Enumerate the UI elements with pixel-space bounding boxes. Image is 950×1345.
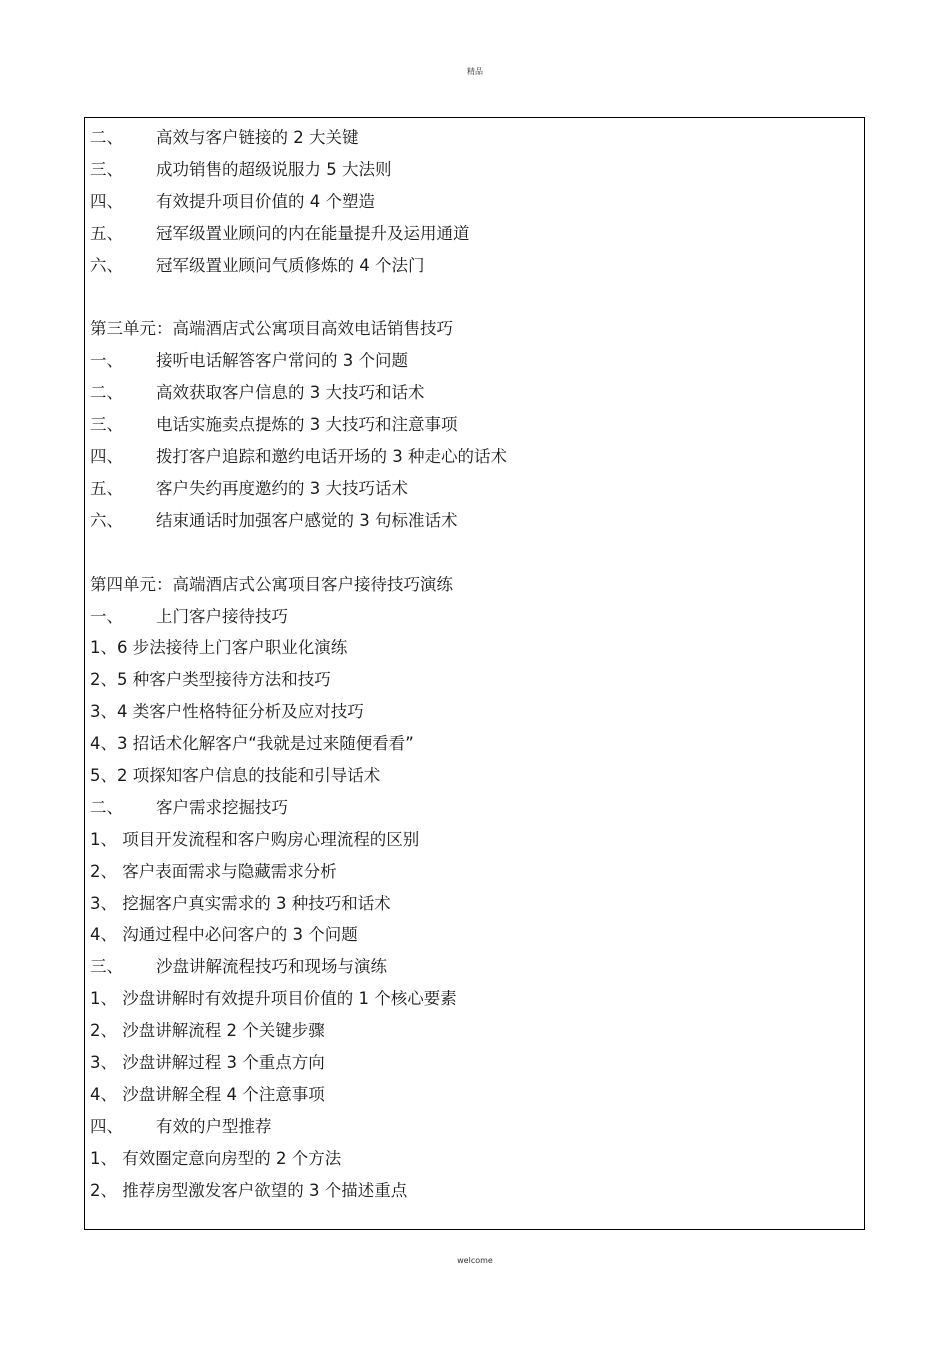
section-heading: 四、 有效的户型推荐 — [90, 1116, 272, 1136]
list-item: 五、 冠军级置业顾问的内在能量提升及运用通道 — [90, 223, 470, 243]
list-item: 四、 拨打客户追踪和邀约电话开场的 3 种走心的话术 — [90, 447, 507, 467]
list-item: 5、2 项探知客户信息的技能和引导话术 — [90, 766, 381, 786]
list-item: 4、3 招话术化解客户“我就是过来随便看看” — [90, 734, 414, 754]
list-item: 六、 结束通话时加强客户感觉的 3 句标准话术 — [90, 510, 458, 530]
list-item: 2、 推荐房型激发客户欲望的 3 个描述重点 — [90, 1180, 408, 1200]
spacer — [90, 537, 860, 569]
list-item: 2、 客户表面需求与隐藏需求分析 — [90, 861, 337, 881]
list-item: 3、 挖掘客户真实需求的 3 种技巧和话术 — [90, 893, 391, 913]
list-item: 一、 接听电话解答客户常问的 3 个问题 — [90, 351, 408, 371]
list-item: 1、6 步法接待上门客户职业化演练 — [90, 638, 348, 658]
list-item: 2、 沙盘讲解流程 2 个关键步骤 — [90, 1021, 325, 1041]
section-heading: 三、 沙盘讲解流程技巧和现场与演练 — [90, 957, 387, 977]
unit3-title: 第三单元：高端酒店式公寓项目高效电话销售技巧 — [90, 319, 453, 339]
list-item: 四、 有效提升项目价值的 4 个塑造 — [90, 191, 375, 211]
list-item: 六、 冠军级置业顾问气质修炼的 4 个法门 — [90, 255, 425, 275]
list-item: 4、 沙盘讲解全程 4 个注意事项 — [90, 1084, 325, 1104]
header-watermark: 精品 — [467, 67, 483, 76]
list-item: 二、 高效与客户链接的 2 大关键 — [90, 128, 359, 147]
footer-watermark: welcome — [457, 1256, 493, 1265]
section-heading: 二、 客户需求挖掘技巧 — [90, 797, 288, 817]
list-item: 4、 沟通过程中必问客户的 3 个问题 — [90, 925, 358, 945]
list-item: 二、 高效获取客户信息的 3 大技巧和话术 — [90, 383, 425, 403]
list-item: 2、5 种客户类型接待方法和技巧 — [90, 670, 331, 690]
list-item: 三、 电话实施卖点提炼的 3 大技巧和注意事项 — [90, 415, 458, 435]
list-item: 3、4 类客户性格特征分析及应对技巧 — [90, 702, 364, 722]
document-body — [90, 122, 860, 1207]
list-item: 3、 沙盘讲解过程 3 个重点方向 — [90, 1053, 325, 1073]
list-item: 1、 沙盘讲解时有效提升项目价值的 1 个核心要素 — [90, 989, 457, 1009]
list-item: 1、 有效圈定意向房型的 2 个方法 — [90, 1148, 342, 1168]
list-item: 五、 客户失约再度邀约的 3 大技巧话术 — [90, 478, 408, 498]
unit4-title: 第四单元：高端酒店式公寓项目客户接待技巧演练 — [90, 574, 453, 594]
section-heading: 一、 上门客户接待技巧 — [90, 606, 288, 626]
spacer — [90, 281, 860, 313]
list-item: 三、 成功销售的超级说服力 5 大法则 — [90, 159, 392, 179]
list-item: 1、 项目开发流程和客户购房心理流程的区别 — [90, 829, 420, 849]
